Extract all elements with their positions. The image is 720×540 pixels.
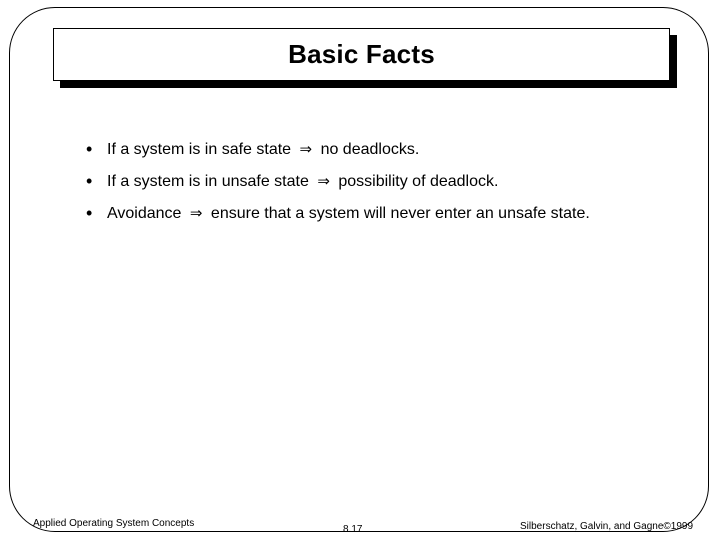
bullet-dot-icon: • (86, 139, 93, 159)
bullet-list (86, 138, 646, 234)
bullet-text-before: If a system is in safe state (107, 141, 292, 158)
implies-arrow-icon: ⇒ (317, 172, 330, 190)
bullet-item-avoidance (86, 202, 646, 225)
footer-page-number: 8.17 (343, 524, 363, 535)
bullet-text-before: If a system is in unsafe state (107, 173, 309, 190)
implies-arrow-icon: ⇒ (299, 140, 313, 158)
slide-title: Basic Facts (288, 39, 435, 69)
bullet-item-unsafe-state (86, 170, 646, 193)
title-box (53, 28, 670, 81)
bullet-item-safe-state (86, 138, 646, 161)
bullet-text-after: ensure that a system will never enter an unsafe state. (210, 205, 590, 222)
footer-copyright: Silberschatz, Galvin, and Gagne©1999 (520, 521, 694, 532)
bullet-text-after: possibility of deadlock. (338, 173, 499, 190)
implies-arrow-icon: ⇒ (189, 204, 203, 222)
bullet-text-after: no deadlocks. (320, 141, 420, 158)
bullet-dot-icon: • (86, 203, 93, 223)
bullet-text-before: Avoidance (107, 205, 182, 222)
bullet-dot-icon: • (86, 171, 93, 191)
footer-course-title: Applied Operating System Concepts (33, 518, 195, 529)
